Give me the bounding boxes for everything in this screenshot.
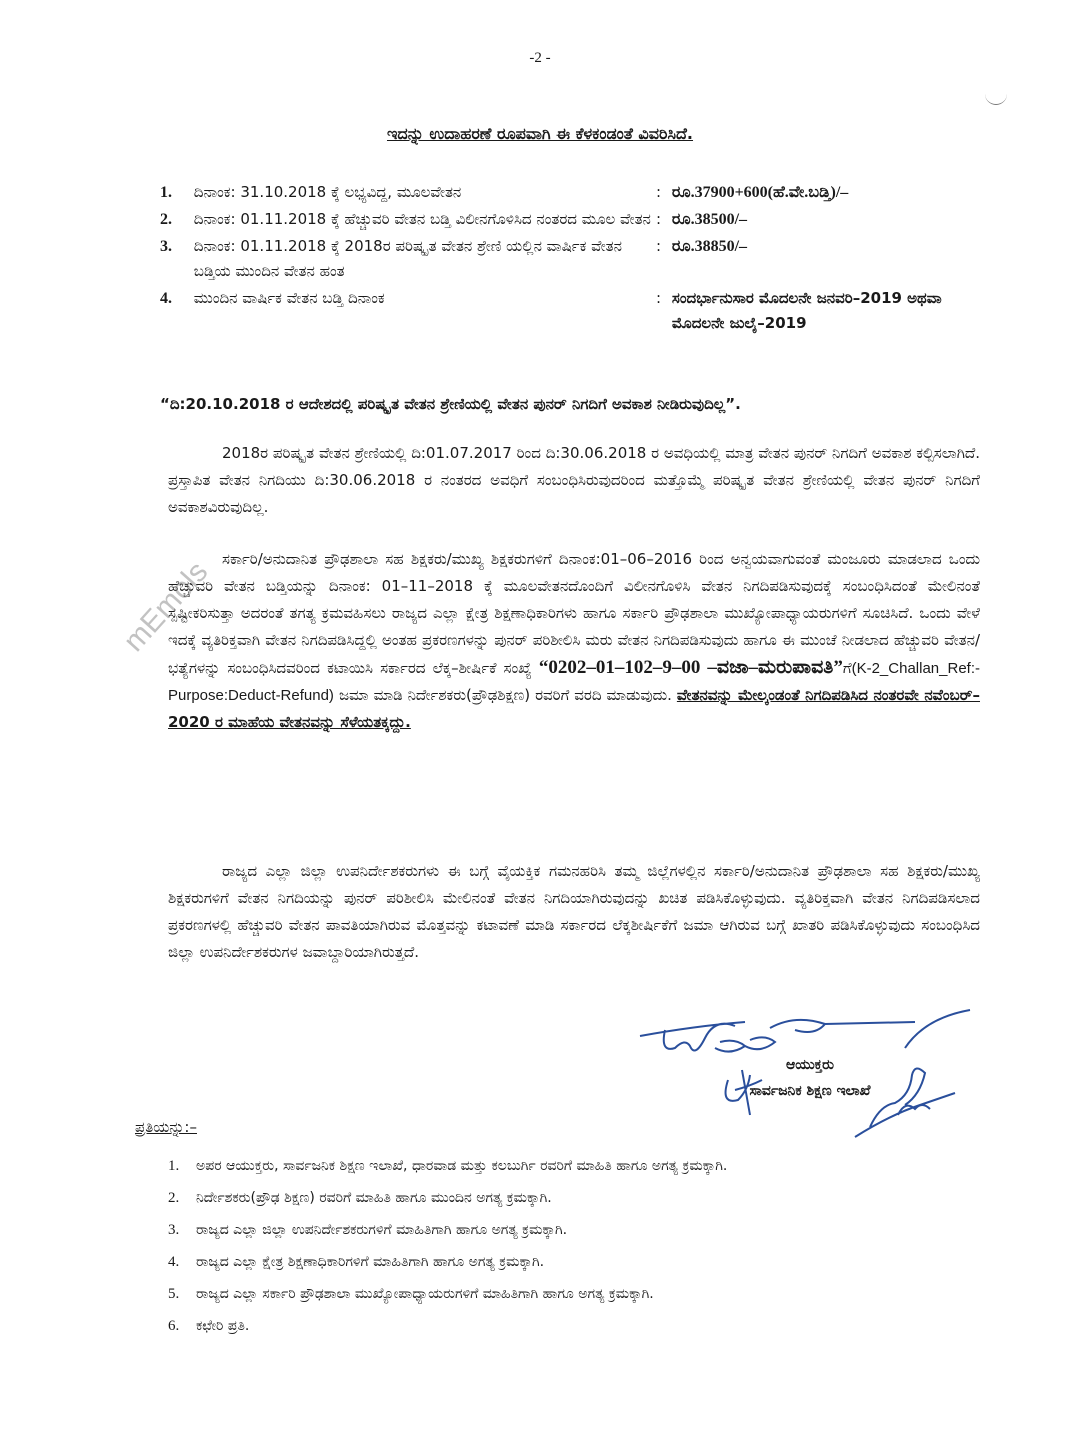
paragraph-2-text-a: ಸರ್ಕಾರಿ/ಅನುದಾನಿತ ಪ್ರೌಢಶಾಲಾ ಸಹ ಶಿಕ್ಷಕರು/ಮುಖ್ಯ ಶಿಕ್ಷಕರುಗಳಿಗೆ ದಿನಾಂಕ:01–06–2016 ರಿಂದ ಅನ್ವಯವಾಗುವಂತೆ ಮಂಜೂರು ಮಾಡಲಾದ ಒಂದು ಹೆಚ್ಚುವರಿ ವೇತನ ಬಡ್ತಿಯನ್ನು ದಿನಾಂಕ: 01–11–2018 ಕ್ಕೆ ಮೂಲವೇತನದೊಂದಿಗೆ ವಿಲೀನಗೊಳಿಸಿ ವೇತನ ನಿಗದಿಪಡಿಸುವುದಕ್ಕೆ ಸಂಬಂಧಿಸಿದಂತೆ ಮೇಲಿನಂತೆ ಸ್ಪಷ್ಟೀಕರಿಸುತ್ತಾ ಅದರಂತೆ ತಗತ್ಯ ಕ್ರಮವಹಿಸಲು ರಾಜ್ಯದ ಎಲ್ಲಾ ಕ್ಷೇತ್ರ ಶಿಕ್ಷಣಾಧಿಕಾರಿಗಳು ಹಾಗೂ ಸರ್ಕಾರಿ ಪ್ರೌಢಶಾಲಾ ಮುಖ್ಯೋಪಾಧ್ಯಾಯರುಗಳಿಗೆ ಸೂಚಿಸಿದೆ. ಒಂದು ವೇಳೆ ಇದಕ್ಕೆ ವ್ಯತಿರಿಕ್ತವಾಗಿ ವೇತನ ನಿಗದಿಪಡಿಸಿದ್ದಲ್ಲಿ ಅಂತಹ ಪ್ರಕರಣಗಳನ್ನು ಪುನರ್ ಪರಿಶೀಲಿಸಿ ಮರು ವೇತನ ನಿಗದಿಪಡಿಸುವುದು ಹಾಗೂ ಈ ಮುಂಚೆ ನೀಡಲಾದ ಹೆಚ್ಚುವರಿ ವೇತನ/ ಭತ್ಯೆಗಳನ್ನು ಸಂಬಂಧಿಸಿದವರಿಂದ ಕಟಾಯಿಸಿ ಸರ್ಕಾರದ ಲೆಕ್ಕ–ಶೀರ್ಷಿಕೆ ಸಂಖ್ಯೆ <box>168 550 980 677</box>
quoted-statement: “ದಿ:20.10.2018 ರ ಆದೇಶದಲ್ಲಿ ಪರಿಷ್ಕೃತ ವೇತನ ಶ್ರೇಣಿಯಲ್ಲಿ ವೇತನ ಪುನರ್ ನಿಗದಿಗೆ ಅವಕಾಶ ನೀಡಿರುವುದಿಲ್ಲ”. <box>160 395 741 413</box>
copy-text: ಅಪರ ಆಯುಕ್ತರು, ಸಾರ್ವಜನಿಕ ಶಿಕ್ಷಣ ಇಲಾಖೆ, ಧಾರವಾಡ ಮತ್ತು ಕಲಬುರ್ಗಿ ರವರಿಗೆ ಮಾಹಿತಿ ಹಾಗೂ ಅಗತ್ಯ ಕ್ರಮಕ್ಕಾಗಿ. <box>196 1158 728 1174</box>
copies-list <box>168 1150 998 1342</box>
item-number: 3. <box>160 238 172 255</box>
paragraph-2 <box>168 546 980 736</box>
item-number: 4. <box>160 290 172 307</box>
copy-item <box>168 1182 998 1214</box>
copy-item <box>168 1310 998 1342</box>
page-number: -2 - <box>529 50 551 66</box>
corner-mark <box>985 92 1007 105</box>
item-value: ರೂ.38500/– <box>671 211 748 228</box>
copy-number: 4. <box>168 1254 180 1270</box>
signatory-block <box>690 1052 930 1104</box>
copy-item <box>168 1278 998 1310</box>
example-item <box>160 180 980 205</box>
copy-number: 3. <box>168 1222 180 1238</box>
signatory-title: ಆಯುಕ್ತರು <box>785 1057 835 1073</box>
paragraph-2-underlined: ವೇತನವನ್ನು ಮೇಲ್ಕಂಡಂತೆ ನಿಗದಿಪಡಿಸಿದ ನಂತರವೇ ನವೆಂಬರ್–2020 ರ ಮಾಹೆಯ ವೇತನವನ್ನು ಸೆಳೆಯತಕ್ಕದ್ದು. <box>168 686 980 731</box>
watermark: mEmols <box>117 555 215 658</box>
example-item <box>160 286 980 336</box>
item-label: ಮುಂದಿನ ವಾರ್ಷಿಕ ವೇತನ ಬಡ್ತಿ ದಿನಾಂಕ <box>193 289 385 307</box>
item-colon: : <box>655 237 662 255</box>
item-number: 1. <box>160 184 172 201</box>
paragraph-3: ರಾಜ್ಯದ ಎಲ್ಲಾ ಜಿಲ್ಲಾ ಉಪನಿರ್ದೇಶಕರುಗಳು ಈ ಬಗ್ಗೆ ವೈಯಕ್ತಿಕ ಗಮನಹರಿಸಿ ತಮ್ಮ ಜಿಲ್ಲೆಗಳಲ್ಲಿನ ಸರ್ಕಾರಿ/ಅನುದಾನಿತ ಪ್ರೌಢಶಾಲಾ ಸಹ ಶಿಕ್ಷಕರು/ಮುಖ್ಯ ಶಿಕ್ಷಕರುಗಳಿಗೆ ವೇತನ ನಿಗದಿಯನ್ನು ಪುನರ್ ಪರಿಶೀಲಿಸಿ ಮೇಲಿನಂತೆ ವೇತನ ನಿಗದಿಯಾಗಿರುವುದನ್ನು ಖಚಿತ ಪಡಿಸಿಕೊಳ್ಳುವುದು. ವ್ಯತಿರಿಕ್ತವಾಗಿ ವೇತನ ನಿಗದಿಪಡಿಸಲಾದ ಪ್ರಕರಣಗಳಲ್ಲಿ ಹೆಚ್ಚುವರಿ ವೇತನ ಪಾವತಿಯಾಗಿರುವ ಮೊತ್ತವನ್ನು ಕಟಾವಣೆ ಮಾಡಿ ಸರ್ಕಾರದ ಲೆಕ್ಕಶೀರ್ಷಿಕೆಗೆ ಜಮಾ ಆಗಿರುವ ಬಗ್ಗೆ ಖಾತರಿ ಪಡಿಸಿಕೊಳ್ಳುವುದು ಸಂಬಂಧಿಸಿದ ಜಿಲ್ಲಾ ಉಪನಿರ್ದೇಶಕರುಗಳ ಜವಾಬ್ದಾರಿಯಾಗಿರುತ್ತದೆ. <box>168 862 980 961</box>
copy-text: ರಾಜ್ಯದ ಎಲ್ಲಾ ಕ್ಷೇತ್ರ ಶಿಕ್ಷಣಾಧಿಕಾರಿಗಳಿಗೆ ಮಾಹಿತಿಗಾಗಿ ಹಾಗೂ ಅಗತ್ಯ ಕ್ರಮಕ್ಕಾಗಿ. <box>196 1254 545 1270</box>
item-label: ದಿನಾಂಕ: 31.10.2018 ಕ್ಕೆ ಲಭ್ಯವಿದ್ದ, ಮೂಲವೇತನ <box>193 183 462 201</box>
challan-reference: (K-2_Challan_Ref:-Purpose:Deduct-Refund) <box>168 660 980 704</box>
example-item <box>160 234 980 284</box>
copy-item <box>168 1150 998 1182</box>
item-label: ದಿನಾಂಕ: 01.11.2018 ಕ್ಕೆ ಹೆಚ್ಚುವರಿ ವೇತನ ಬಡ್ತಿ ವಿಲೀನಗೊಳಿಸಿದ ನಂತರದ ಮೂಲ ವೇತನ <box>193 210 651 228</box>
paragraph-2-text-b: ಗೆ <box>842 659 852 677</box>
copy-text: ರಾಜ್ಯದ ಎಲ್ಲಾ ಸರ್ಕಾರಿ ಪ್ರೌಢಶಾಲಾ ಮುಖ್ಯೋಪಾಧ್ಯಾಯರುಗಳಿಗೆ ಮಾಹಿತಿಗಾಗಿ ಹಾಗೂ ಅಗತ್ಯ ಕ್ರಮಕ್ಕಾಗಿ. <box>196 1286 654 1302</box>
example-item <box>160 207 980 232</box>
copy-number: 5. <box>168 1286 180 1302</box>
item-value: ರೂ.37900+600(ಹೆ.ವೇ.ಬಡ್ತಿ)/– <box>671 184 849 201</box>
paragraph-2-text-c: ಜಮಾ ಮಾಡಿ ನಿರ್ದೇಶಕರು(ಪ್ರೌಢಶಿಕ್ಷಣ) ರವರಿಗೆ ವರದಿ ಮಾಡುವುದು. <box>333 686 677 704</box>
head-of-account: “0202–01–102–9–00 –ವಜಾ–ಮರುಪಾವತಿ” <box>538 657 843 678</box>
copy-text: ರಾಜ್ಯದ ಎಲ್ಲಾ ಜಿಲ್ಲಾ ಉಪನಿರ್ದೇಶಕರುಗಳಿಗೆ ಮಾಹಿತಿಗಾಗಿ ಹಾಗೂ ಅಗತ್ಯ ಕ್ರಮಕ್ಕಾಗಿ. <box>196 1222 568 1238</box>
section-heading <box>0 124 1080 144</box>
item-colon: : <box>655 183 662 201</box>
item-label: ದಿನಾಂಕ: 01.11.2018 ಕ್ಕೆ 2018ರ ಪರಿಷ್ಕೃತ ವೇತನ ಶ್ರೇಣಿ ಯಲ್ಲಿನ ವಾರ್ಷಿಕ ವೇತನ ಬಡ್ತಿಯ ಮುಂದಿನ ವೇತನ ಹಂತ <box>193 237 622 280</box>
copy-text: ಕಛೇರಿ ಪ್ರತಿ. <box>196 1318 250 1334</box>
copy-number: 2. <box>168 1190 180 1206</box>
copies-heading: ಪ್ರತಿಯನ್ನು:– <box>135 1118 197 1136</box>
item-value: ರೂ.38850/– <box>671 238 748 255</box>
item-colon: : <box>655 210 662 228</box>
example-list <box>160 180 980 338</box>
copy-number: 6. <box>168 1318 180 1334</box>
item-number: 2. <box>160 211 172 228</box>
copy-number: 1. <box>168 1158 180 1174</box>
section-heading-text: ಇದನ್ನು ಉದಾಹರಣೆ ರೂಪವಾಗಿ ಈ ಕೆಳಕಂಡಂತೆ ವಿವರಿಸಿದೆ. <box>386 124 694 143</box>
signatory-department: ಸಾರ್ವಜನಿಕ ಶಿಕ್ಷಣ ಇಲಾಖೆ <box>749 1083 871 1099</box>
copy-text: ನಿರ್ದೇಶಕರು(ಪ್ರೌಢ ಶಿಕ್ಷಣ) ರವರಿಗೆ ಮಾಹಿತಿ ಹಾಗೂ ಮುಂದಿನ ಅಗತ್ಯ ಕ್ರಮಕ್ಕಾಗಿ. <box>196 1190 552 1206</box>
copy-item <box>168 1246 998 1278</box>
paragraph-1: 2018ರ ಪರಿಷ್ಕೃತ ವೇತನ ಶ್ರೇಣಿಯಲ್ಲಿ ದಿ:01.07.2017 ರಿಂದ ದಿ:30.06.2018 ರ ಅವಧಿಯಲ್ಲಿ ಮಾತ್ರ ವೇತನ ಪುನರ್ ನಿಗದಿಗೆ ಅವಕಾಶ ಕಲ್ಪಿಸಲಾಗಿದೆ. ಪ್ರಸ್ತಾಪಿತ ವೇತನ ನಿಗದಿಯು ದಿ:30.06.2018 ರ ನಂತರದ ಅವಧಿಗೆ ಸಂಬಂಧಿಸಿರುವುದರಿಂದ ಮತ್ತೊಮ್ಮೆ ಪರಿಷ್ಕೃತ ವೇತನ ಶ್ರೇಣಿಯಲ್ಲಿ ವೇತನ ಪುನರ್ ನಿಗದಿಗೆ ಅವಕಾಶವಿರುವುದಿಲ್ಲ. <box>168 444 980 516</box>
item-colon: : <box>655 289 662 307</box>
copy-item <box>168 1214 998 1246</box>
item-value: ಸಂದರ್ಭಾನುಸಾರ ಮೊದಲನೇ ಜನವರಿ–2019 ಅಥವಾ ಮೊದಲನೇ ಜುಲೈ–2019 <box>671 289 942 332</box>
